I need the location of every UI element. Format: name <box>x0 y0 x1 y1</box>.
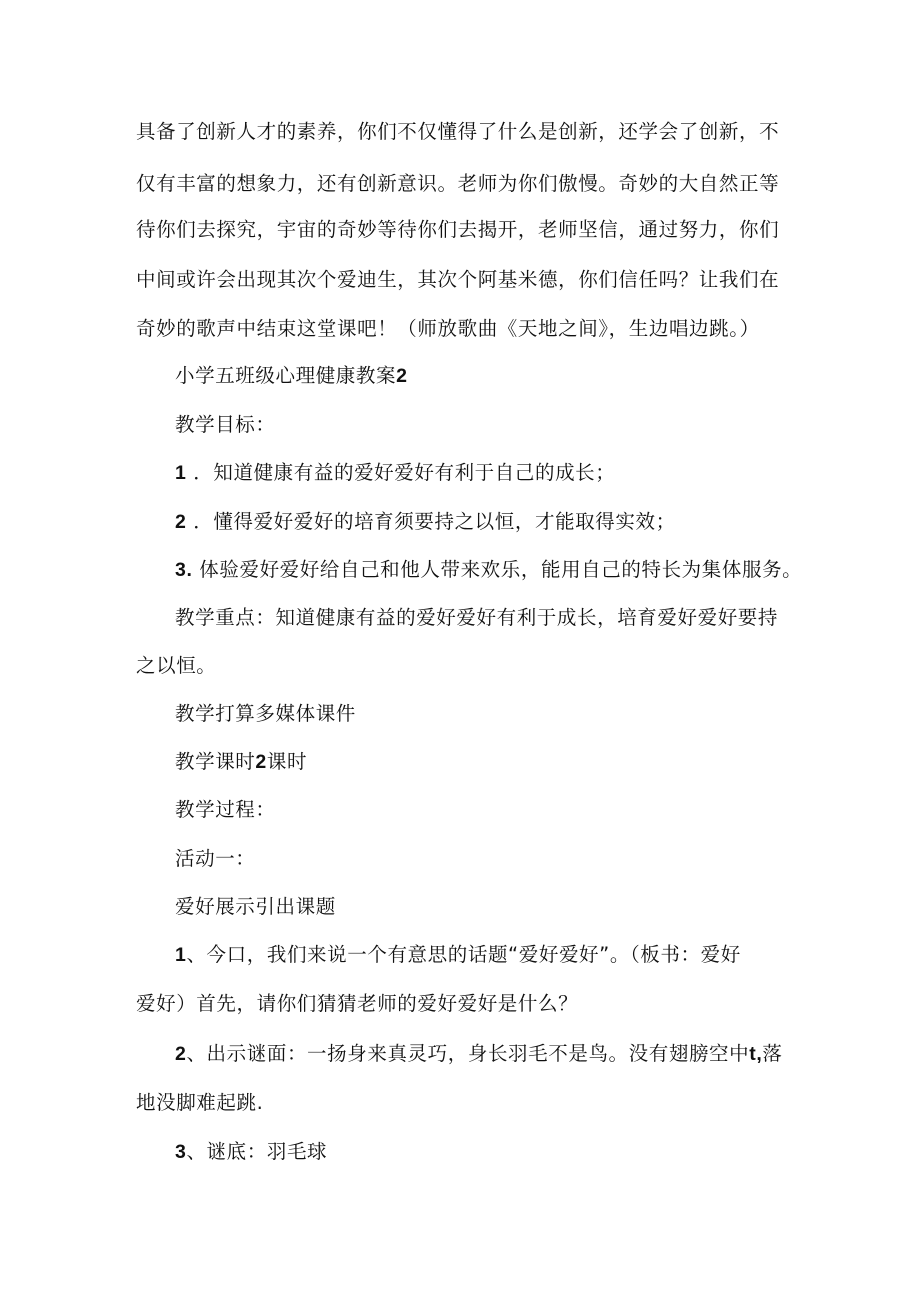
section-title <box>175 362 408 390</box>
goal-text: 体验爱好爱好给自己和他人带来欢乐，能用自己的特长为集体服务。 <box>199 558 803 581</box>
goal-separator: ． <box>193 510 214 533</box>
paragraph-line: 具备了创新人才的素养，你们不仅懂得了什么是创新，还学会了创新，不 <box>136 120 780 143</box>
step-text: 、出示谜面：一扬身来真灵巧，身长羽毛不是鸟。没有翅膀空中 <box>186 1042 750 1065</box>
goal-item <box>175 459 615 487</box>
goal-item <box>175 508 676 536</box>
class-hours-number: 2 <box>255 751 267 773</box>
class-hours <box>175 748 307 776</box>
section-title-text: 小学五班级心理健康教案 <box>175 364 397 387</box>
step-item <box>175 1138 327 1166</box>
goal-separator: ． <box>193 461 214 484</box>
goal-item <box>175 556 802 584</box>
class-hours-suffix: 课时 <box>266 750 308 773</box>
goal-number: 2 <box>175 511 187 533</box>
step-inline-after: 落 <box>762 1042 783 1065</box>
paragraph-line: 仅有丰富的想象力，还有创新意识。老师为你们傲慢。奇妙的大自然正等 <box>136 172 780 195</box>
step-continuation: 爱好）首先，请你们猜猜老师的爱好爱好是什么？ <box>136 992 579 1015</box>
step-item <box>175 1040 783 1068</box>
step-inline-bold: t, <box>749 1043 763 1065</box>
paragraph-line: 中间或许会出现其次个爱迪生，其次个阿基米德，你们信任吗？让我们在 <box>136 268 780 291</box>
goal-text: 懂得爱好爱好的培育须要持之以恒，才能取得实效； <box>213 510 676 533</box>
paragraph-line: 待你们去探究，宇宙的奇妙等待你们去揭开，老师坚信，通过努力，你们 <box>136 218 780 241</box>
step-text: 、谜底：羽毛球 <box>186 1140 328 1163</box>
step-item <box>175 941 741 969</box>
goal-number: 1 <box>175 462 187 484</box>
step-number: 2 <box>175 1043 187 1065</box>
goals-heading: 教学目标： <box>175 413 276 436</box>
preparation: 教学打算多媒体课件 <box>175 702 356 725</box>
section-title-number: 2 <box>396 365 408 387</box>
step-number: 3 <box>175 1141 187 1163</box>
step-text: 、今口，我们来说一个有意思的话题“爱好爱好”。（板书：爱好 <box>186 943 741 966</box>
class-hours-prefix: 教学课时 <box>175 750 256 773</box>
goal-number: 3. <box>175 559 193 581</box>
step-number: 1 <box>175 944 187 966</box>
process-heading: 教学过程： <box>175 798 276 821</box>
activity-heading: 活动一： <box>175 847 256 870</box>
paragraph-line: 奇妙的歌声中结束这堂课吧！（师放歌曲《天地之间》，生边唱边跳。） <box>136 317 760 340</box>
step-continuation: 地没脚难起跳. <box>136 1091 264 1114</box>
key-points-line: 之以恒。 <box>136 654 217 677</box>
key-points-line: 教学重点：知道健康有益的爱好爱好有利于成长，培育爱好爱好要持 <box>175 606 779 629</box>
goal-text: 知道健康有益的爱好爱好有利于自己的成长； <box>213 461 616 484</box>
activity-title: 爱好展示引出课题 <box>175 895 336 918</box>
